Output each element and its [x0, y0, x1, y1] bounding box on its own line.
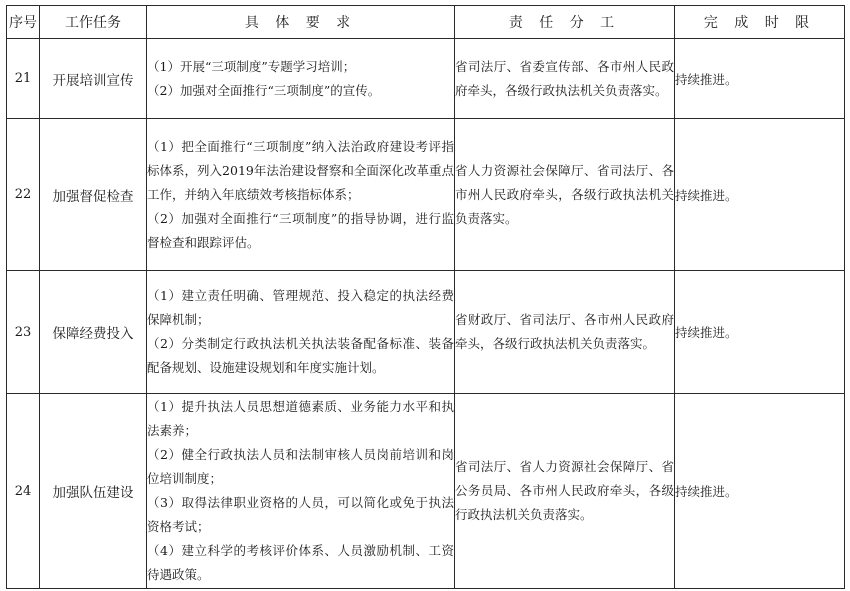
row-num: 23 — [7, 271, 40, 394]
header-num: 序号 — [7, 6, 40, 39]
requirement-item: （1）把全面推行“三项制度”纳入法治政府建设考评指标体系，列入2019年法治建设督察和全面深化改革重点工作，并纳入年底绩效考核指标体系； — [147, 138, 454, 202]
row-num: 21 — [7, 39, 40, 119]
header-responsibility: 责 任 分 工 — [455, 6, 675, 39]
table-row — [7, 119, 845, 271]
row-requirements — [147, 39, 455, 119]
requirement-item: （2）分类制定行政执法机关执法装备配备标准、装备配备规划、设施建设规划和年度实施计划。 — [147, 336, 454, 375]
row-requirements — [147, 394, 455, 589]
requirement-item: （2）加强对全面推行“三项制度”的宣传。 — [147, 82, 381, 98]
row-requirements — [147, 119, 455, 271]
row-requirements — [147, 271, 455, 394]
requirement-item: （3）取得法律职业资格的人员，可以简化或免于执法资格考试； — [147, 495, 454, 534]
row-task: 保障经费投入 — [40, 271, 147, 394]
row-task: 加强督促检查 — [40, 119, 147, 271]
requirement-item: （1）开展“三项制度”专题学习培训； — [147, 58, 356, 74]
row-responsibility: 省人力资源社会保障厅、省司法厅、各市州人民政府牵头，各级行政执法机关负责落实。 — [455, 119, 675, 271]
row-deadline: 持续推进。 — [675, 119, 845, 271]
row-responsibility: 省司法厅、省人力资源社会保障厅、省公务员局、各市州人民政府牵头，各级行政执法机关负责落实。 — [455, 394, 675, 589]
row-num: 24 — [7, 394, 40, 589]
header-row — [7, 6, 845, 39]
row-deadline: 持续推进。 — [675, 39, 845, 119]
row-task: 加强队伍建设 — [40, 394, 147, 589]
requirement-item: （1）提升执法人员思想道德素质、业务能力水平和执法素养； — [147, 399, 454, 438]
header-task: 工作任务 — [40, 6, 147, 39]
requirement-item: （4）建立科学的考核评价体系、人员激励机制、工资待遇政策。 — [147, 543, 454, 582]
header-deadline: 完 成 时 限 — [675, 6, 845, 39]
header-requirements: 具 体 要 求 — [147, 6, 455, 39]
table-row — [7, 271, 845, 394]
table-row — [7, 394, 845, 589]
requirement-item: （2）加强对全面推行“三项制度”的指导协调，进行监督检查和跟踪评估。 — [147, 210, 454, 250]
row-deadline: 持续推进。 — [675, 271, 845, 394]
row-num: 22 — [7, 119, 40, 271]
row-deadline: 持续推进。 — [675, 394, 845, 589]
requirement-item: （1）建立责任明确、管理规范、投入稳定的执法经费保障机制； — [147, 288, 454, 327]
row-task: 开展培训宣传 — [40, 39, 147, 119]
table-row — [7, 39, 845, 119]
task-table — [6, 5, 845, 589]
row-responsibility: 省司法厅、省委宣传部、各市州人民政府牵头，各级行政执法机关负责落实。 — [455, 39, 675, 119]
requirement-item: （2）健全行政执法人员和法制审核人员岗前培训和岗位培训制度； — [147, 447, 454, 486]
row-responsibility: 省财政厅、省司法厅、各市州人民政府牵头，各级行政执法机关负责落实。 — [455, 271, 675, 394]
